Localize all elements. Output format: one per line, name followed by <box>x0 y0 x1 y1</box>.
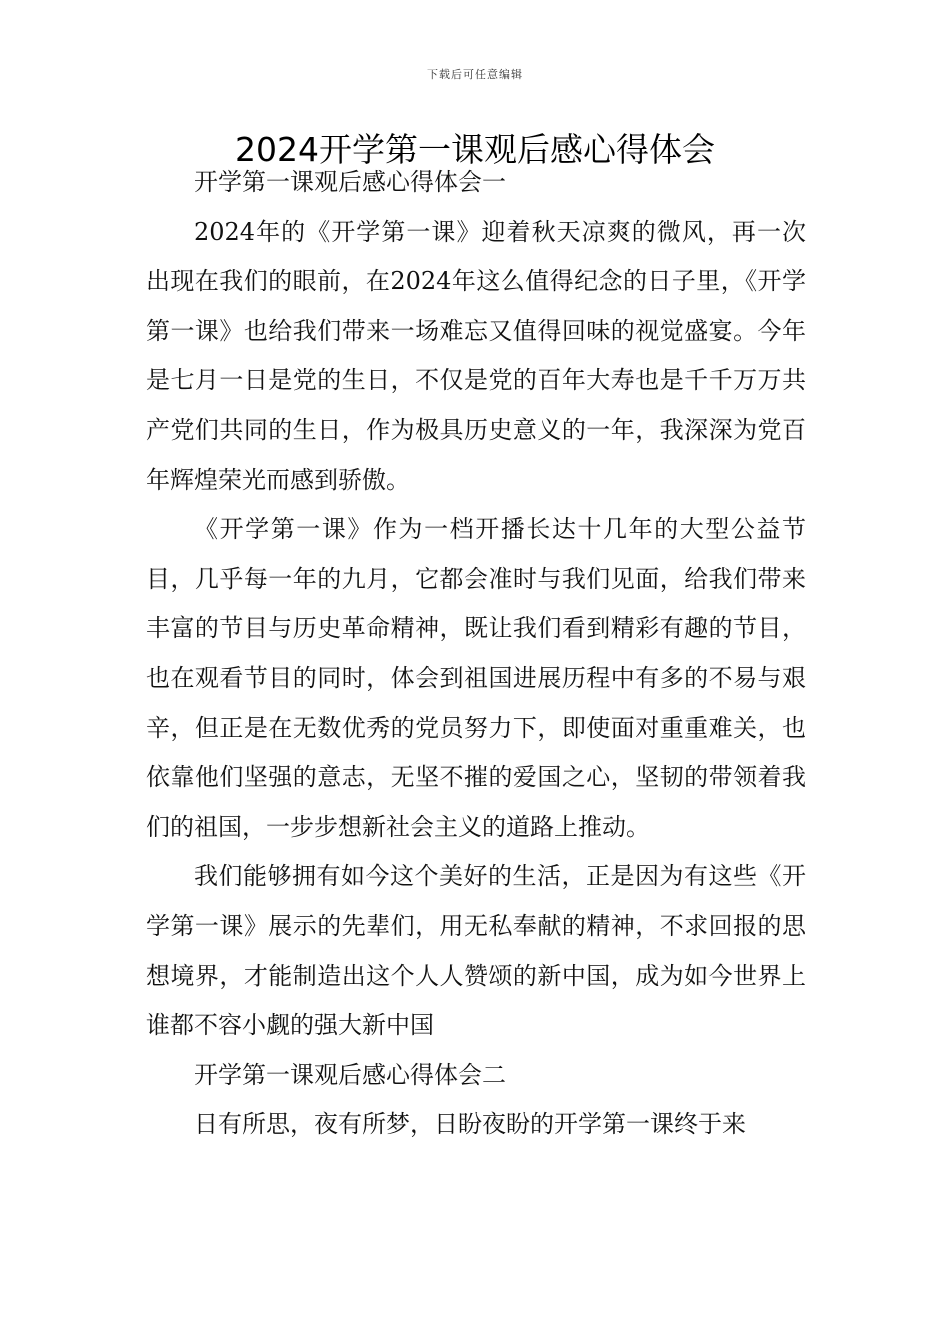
paragraph: 2024年的《开学第一课》迎着秋天凉爽的微风，再一次出现在我们的眼前，在2024年这么值得纪念的日子里，《开学第一课》也给我们带来一场难忘又值得回味的视觉盛宴。今年是七月一日是党的生日，不仅是党的百年大寿也是千千万万共产党们共同的生日，作为极具历史意义的一年，我深深为党百年辉煌荣光而感到骄傲。 <box>146 217 806 494</box>
section-heading-2: 开学第一课观后感心得体会二 <box>194 1060 506 1089</box>
header-note: 下载后可任意编辑 <box>427 68 523 81</box>
paragraph: 日有所思，夜有所梦，日盼夜盼的开学第一课终于来 <box>194 1110 746 1139</box>
document-body <box>146 158 806 1150</box>
document-title: 2024开学第一课观后感心得体会 <box>235 130 715 169</box>
paragraph: 《开学第一课》作为一档开播长达十几年的大型公益节目，几乎每一年的九月，它都会准时与我们见面，给我们带来丰富的节目与历史革命精神，既让我们看到精彩有趣的节目，也在观看节目的同时，体会到祖国进展历程中有多的不易与艰辛，但正是在无数优秀的党员努力下，即使面对重重难关，也依靠他们坚强的意志，无坚不摧的爱国之心，坚韧的带领着我们的祖国，一步步想新社会主义的道路上推动。 <box>146 515 806 841</box>
section-heading-1: 开学第一课观后感心得体会一 <box>194 168 506 196</box>
paragraph: 我们能够拥有如今这个美好的生活，正是因为有这些《开学第一课》展示的先辈们，用无私奉献的精神，不求回报的思想境界，才能制造出这个人人赞颂的新中国，成为如今世界上谁都不容小觑的强大新中国 <box>146 862 806 1040</box>
